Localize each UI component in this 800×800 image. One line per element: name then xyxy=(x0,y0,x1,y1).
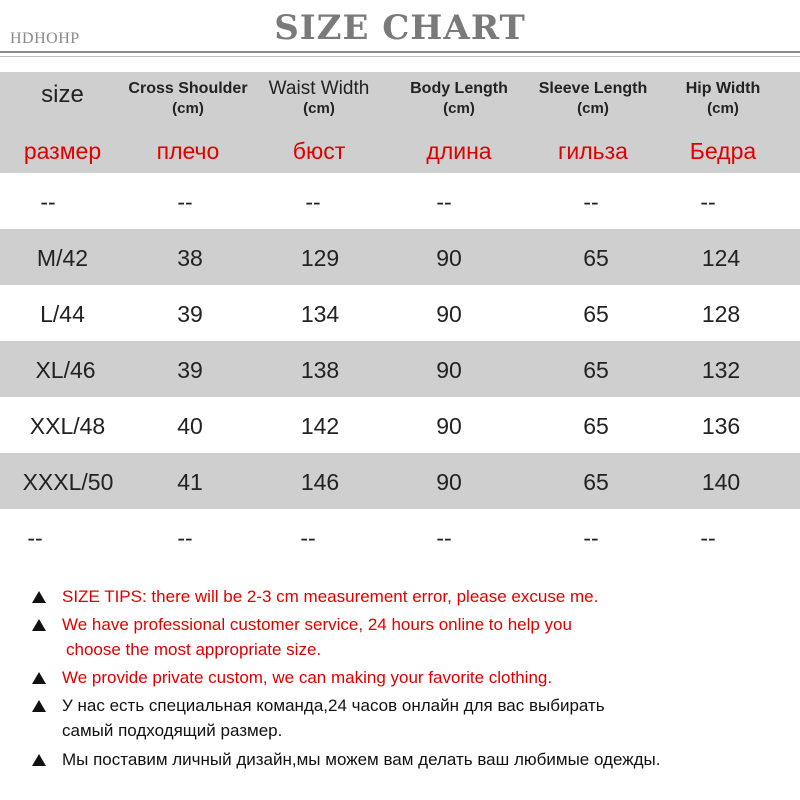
triangle-bullet-icon xyxy=(32,591,46,603)
cell-sleeve: -- xyxy=(583,189,599,215)
tip-text xyxy=(62,747,782,772)
tip-line: У нас есть специальная команда,24 часов онлайн для вас выбирать xyxy=(62,696,605,715)
header-sleeve-ru: гильза xyxy=(558,138,628,164)
cell-size: XXXL/50 xyxy=(22,469,114,495)
header-sleeve-label: Sleeve Length xyxy=(538,80,648,97)
triangle-bullet-icon xyxy=(32,619,46,631)
brand-logo: HDHOHP xyxy=(10,30,80,47)
header-shoulder xyxy=(118,72,258,173)
header-body-label: Body Length xyxy=(410,80,508,97)
cell-waist: -- xyxy=(300,525,316,551)
size-table xyxy=(0,72,800,565)
tip-text xyxy=(62,693,782,743)
header-waist-ru: бюст xyxy=(292,138,346,164)
header-size xyxy=(0,72,125,173)
cell-waist: -- xyxy=(305,189,321,215)
cell-body: 90 xyxy=(436,301,462,327)
table-row xyxy=(0,285,800,341)
table-row xyxy=(0,397,800,453)
header-hip-label: Hip Width xyxy=(685,80,761,97)
cell-body: 90 xyxy=(436,413,462,439)
header-shoulder-ru: плечо xyxy=(156,138,220,164)
triangle-bullet-icon xyxy=(32,672,46,684)
header-body xyxy=(395,72,523,173)
tip-text xyxy=(62,584,782,609)
cell-shoulder: 38 xyxy=(177,245,203,271)
table-row xyxy=(0,173,800,229)
triangle-bullet-icon xyxy=(32,700,46,712)
cell-shoulder: 41 xyxy=(177,469,203,495)
header-waist-unit: (cm) xyxy=(303,100,335,117)
tip-line: самый подходящий размер. xyxy=(62,721,283,740)
cell-size: -- xyxy=(27,525,43,551)
cell-body: 90 xyxy=(436,469,462,495)
triangle-bullet-icon xyxy=(32,754,46,766)
cell-sleeve: 65 xyxy=(583,245,609,271)
cell-sleeve: 65 xyxy=(583,413,609,439)
header-body-unit: (cm) xyxy=(443,100,475,117)
cell-shoulder: -- xyxy=(177,525,193,551)
table-row xyxy=(0,453,800,509)
table-row xyxy=(0,341,800,397)
cell-hip: 128 xyxy=(701,301,741,327)
cell-waist: 142 xyxy=(300,413,340,439)
tip-line: choose the most appropriate size. xyxy=(66,640,322,659)
cell-size: M/42 xyxy=(36,245,89,271)
tip-line: SIZE TIPS: there will be 2-3 cm measurement error, please excuse me. xyxy=(62,587,599,606)
header-hip-ru: Бедра xyxy=(689,138,757,164)
cell-size: XXL/48 xyxy=(29,413,106,439)
cell-size: L/44 xyxy=(40,301,85,327)
cell-sleeve: 65 xyxy=(583,301,609,327)
cell-sleeve: 65 xyxy=(583,357,609,383)
cell-hip: -- xyxy=(700,525,716,551)
header-size-label: size xyxy=(41,81,84,108)
header-shoulder-label: Cross Shoulder xyxy=(128,80,248,97)
cell-hip: 124 xyxy=(701,245,741,271)
header-body-ru: длина xyxy=(426,138,492,164)
cell-hip: 140 xyxy=(701,469,741,495)
header-hip xyxy=(668,72,778,173)
cell-body: 90 xyxy=(436,357,462,383)
header-waist xyxy=(258,72,380,173)
cell-waist: 129 xyxy=(300,245,340,271)
cell-hip: 136 xyxy=(701,413,741,439)
table-header xyxy=(0,72,800,173)
tip-line: We have professional customer service, 24 hours online to help you xyxy=(62,615,572,634)
cell-sleeve: 65 xyxy=(583,469,609,495)
cell-hip: -- xyxy=(700,189,716,215)
cell-waist: 146 xyxy=(300,469,340,495)
cell-shoulder: 40 xyxy=(177,413,203,439)
cell-shoulder: -- xyxy=(177,189,193,215)
cell-size: -- xyxy=(40,189,56,215)
title-divider xyxy=(0,51,800,53)
tip-line: Мы поставим личный дизайн,мы можем вам делать ваш любимые одежды. xyxy=(62,750,661,769)
cell-body: -- xyxy=(436,525,452,551)
header-sleeve-unit: (cm) xyxy=(577,100,609,117)
header-waist-label: Waist Width xyxy=(268,78,370,99)
header-hip-unit: (cm) xyxy=(707,100,739,117)
cell-hip: 132 xyxy=(701,357,741,383)
tip-line: We provide private custom, we can making your favorite clothing. xyxy=(62,668,553,687)
cell-size: XL/46 xyxy=(35,357,96,383)
cell-body: -- xyxy=(436,189,452,215)
cell-shoulder: 39 xyxy=(177,301,203,327)
cell-sleeve: -- xyxy=(583,525,599,551)
cell-body: 90 xyxy=(436,245,462,271)
table-row xyxy=(0,229,800,285)
cell-waist: 134 xyxy=(300,301,340,327)
tip-text xyxy=(62,612,782,662)
title-divider-thin xyxy=(0,56,800,57)
table-row xyxy=(0,509,800,565)
header-sleeve xyxy=(527,72,659,173)
page-title: SIZE CHART xyxy=(274,8,526,48)
tip-text xyxy=(62,665,782,690)
header-shoulder-unit: (cm) xyxy=(172,100,204,117)
cell-waist: 138 xyxy=(300,357,340,383)
cell-shoulder: 39 xyxy=(177,357,203,383)
header-size-ru: размер xyxy=(23,138,102,164)
